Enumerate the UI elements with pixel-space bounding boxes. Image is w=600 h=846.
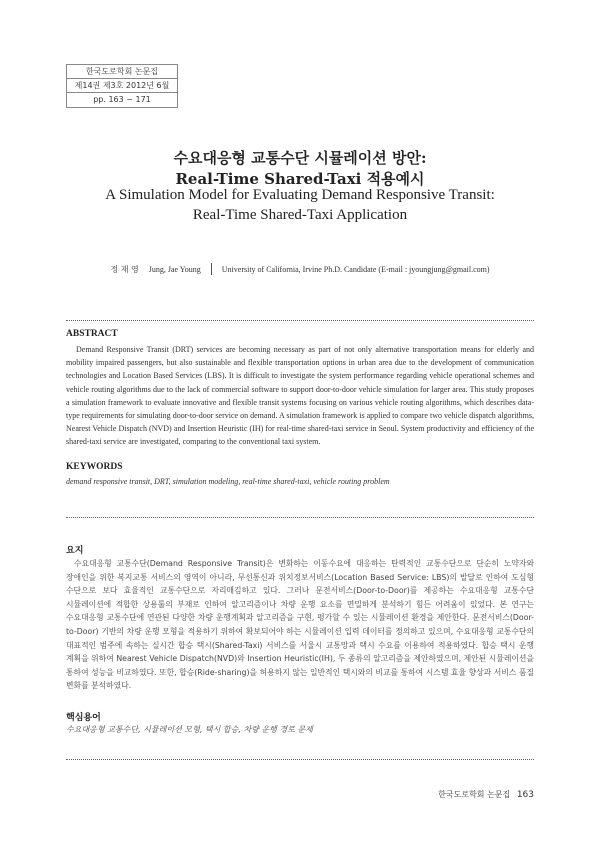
korean-title-line-1: 수요대응형 교통수단 시뮬레이션 방안: xyxy=(173,149,427,167)
journal-pages: pp. 163 ~ 171 xyxy=(93,95,151,104)
author-english-name: Jung, Jae Young xyxy=(148,264,201,274)
author-line xyxy=(0,263,600,275)
abstract-heading: ABSTRACT xyxy=(66,329,118,339)
author-affiliation: University of California, Irvine Ph.D. Candidate (E-mail : jyoungjung@gmail.com) xyxy=(221,264,490,274)
korean-abstract-heading: 요지 xyxy=(66,546,84,556)
abstract-body: Demand Responsive Transit (DRT) services are becoming necessary as part of not only alternative transportation means for elderly and mobility impaired passengers, but also sustainable and flexible transportation options in urban area due to the development of communication technologies and Location Based Services (LBS). It is difficult to investigate the system performance regarding vehicle operational schemes and vehicle routing algorithms due to the lack of commercial software to support door-to-door vehicle simulation for larger area. This study proposes a simulation framework to evaluate innovative and flexible transit systems focusing on various vehicle routing algorithms, which describes data-type requirements for simulating door-to-door service on demand. A simulation framework is applied to compare two vehicle dispatch algorithms, Nearest Vehicle Dispatch (NVD) and Insertion Heuristic (IH) for real-time shared-taxi service in Seoul. System productivity and efficiency of the shared-taxi service are investigated, comparing to the conventional taxi system. xyxy=(66,345,534,447)
journal-name: 한국도로학회 논문집 xyxy=(67,65,177,79)
footer-page-number: 163 xyxy=(516,790,534,800)
author-divider xyxy=(211,263,212,275)
bottom-dotted-rule xyxy=(66,759,534,760)
author-korean-name: 정 재 영 xyxy=(110,264,139,274)
korean-title-line-2: Real-Time Shared-Taxi 적용예시 xyxy=(175,170,425,188)
english-title-line-2: Real-Time Shared-Taxi Application xyxy=(192,207,408,223)
korean-abstract-body: 수요대응형 교통수단(Demand Responsive Transit)은 변화하는 이동수요에 대응하는 탄력적인 교통수단으로 단순히 노약자와 장애인을 위한 복지교통 서비스의 영역이 아니라, 무선통신과 위치정보서비스(Location Based Service: LBS)의 발달로 인하여 도심형 수단으로 보다 효율적인 교통수단으로 자리매김하고 있다. 그러나 문전서비스(Door-to-Door)를 제공하는 수요대응형 교통수단 시뮬레이션에 적합한 상용툴의 부재로 인하여 알고리즘이나 차량 운행 요소를 면밀하게 분석하기 힘든 어려움이 있었다. 본 연구는 수요대응형 교통수단에 연관된 다양한 차량 운행계획과 알고리즘을 구현, 평가할 수 있는 시뮬레이션 환경을 제안한다. 문전서비스(Door-to-Door) 기반의 차량 운행 모형을 적용하기 위하여 확보되어야 하는 시뮬레이션 입력 데이터를 정의하고 있으며, 수요대응형 교통수단의 대표적인 범주에 속하는 실시간 합승 택시(Shared-Taxi) 서비스를 서울시 교통망과 택시 수요를 이용하여 적용하였다. 합승 택시 운행 계획을 위하여 Nearest Vehicle Dispatch(NVD)와 Insertion Heuristic(IH), 두 종류의 알고리즘을 제안하였으며, 제안된 시뮬레이션을 통하여 성능을 비교하였다. 또한, 합승(Ride-sharing)을 허용하지 않는 일반적인 택시와의 비교를 통하여 시스템 효율 향상과 서비스 품질 변화를 분석하였다. xyxy=(66,559,534,691)
footer-journal-name: 한국도로학회 논문집 xyxy=(438,790,511,799)
journal-info-box xyxy=(66,64,178,108)
korean-keywords-heading: 핵심용어 xyxy=(66,713,101,723)
english-title-line-1: A Simulation Model for Evaluating Demand Responsive Transit: xyxy=(105,187,495,203)
page-footer xyxy=(438,789,534,800)
top-dotted-rule xyxy=(66,320,534,321)
keywords-body: demand responsive transit, DRT, simulation modeling, real-time shared-taxi, vehicle routing problem xyxy=(66,477,390,486)
keywords-heading: KEYWORDS xyxy=(66,462,123,472)
middle-dotted-rule xyxy=(66,517,534,518)
korean-keywords-body: 수요대응형 교통수단, 시뮬레이션 모형, 택시 합승, 차량 운행 경로 문제 xyxy=(66,725,313,734)
journal-volume: 제14권 제3호 2012년 6월 xyxy=(67,79,177,93)
